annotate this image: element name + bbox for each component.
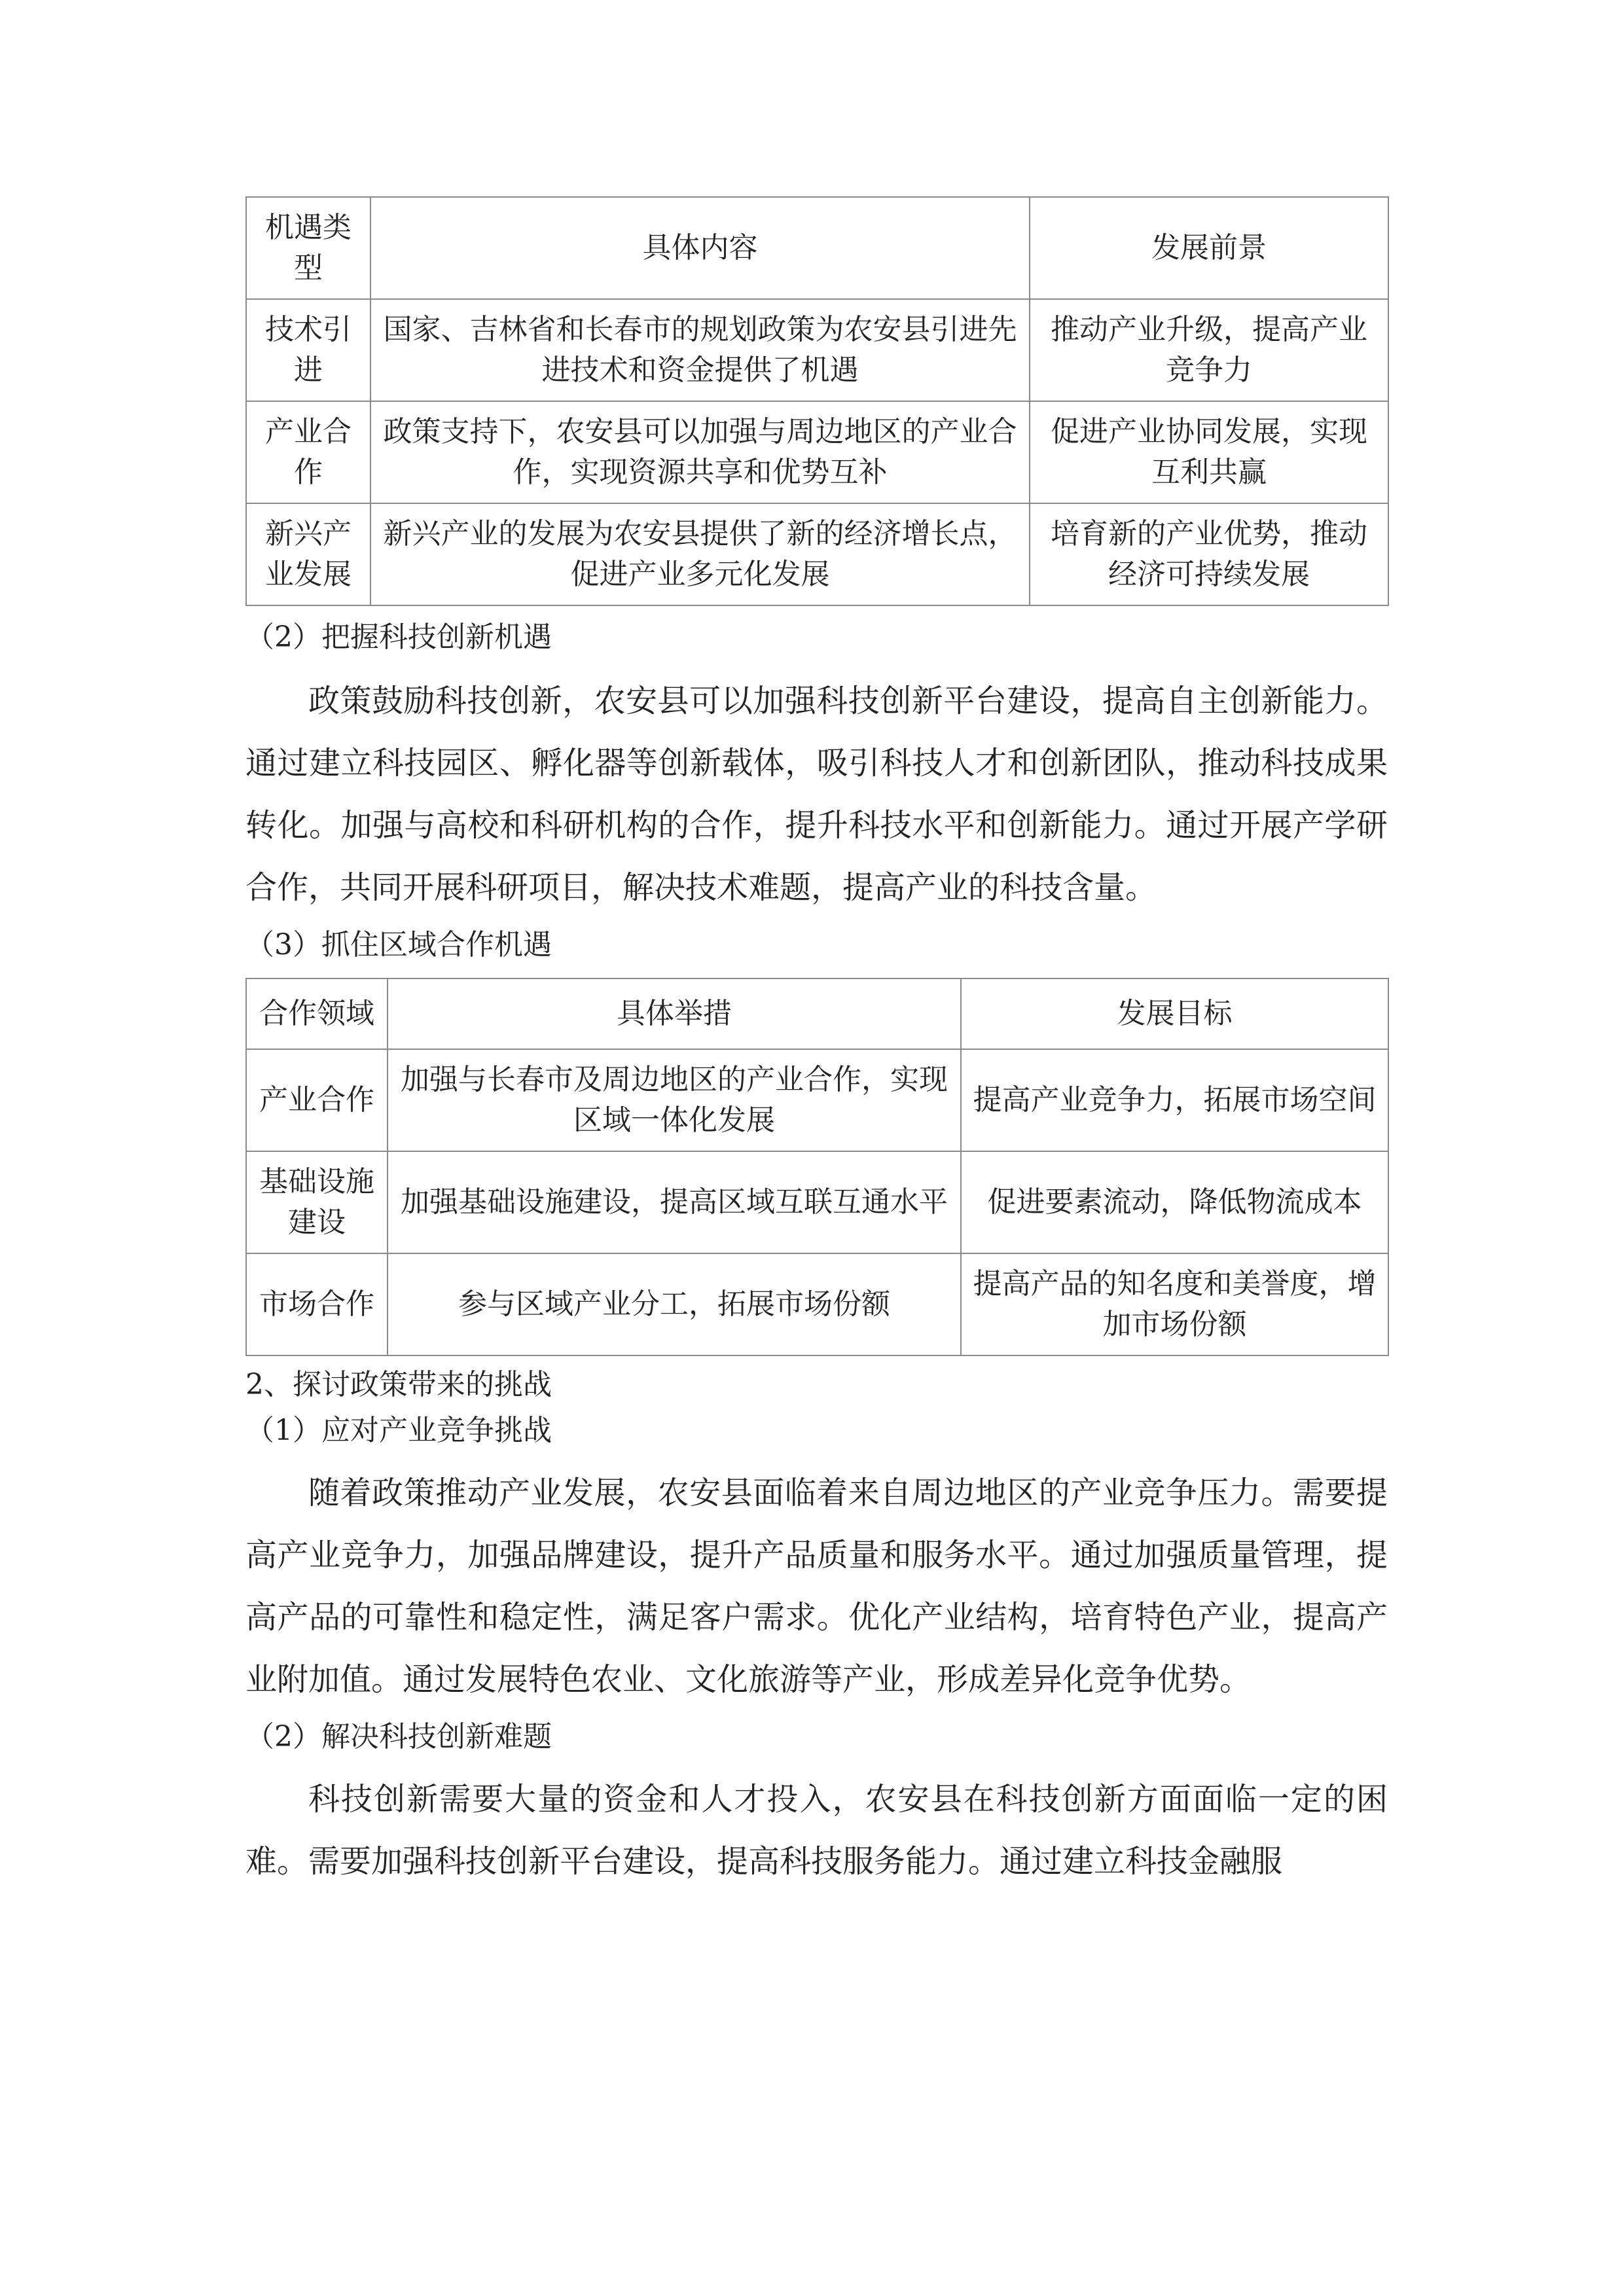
header-cell: 具体举措 xyxy=(388,978,961,1049)
table-cell: 产业合作 xyxy=(246,401,370,503)
header-cell: 合作领域 xyxy=(246,978,388,1049)
table-row xyxy=(246,299,1388,401)
table-cell: 技术引进 xyxy=(246,299,370,401)
section-heading: 2、探讨政策带来的挑战 xyxy=(245,1368,552,1401)
table-cell: 促进要素流动，降低物流成本 xyxy=(961,1151,1388,1253)
header-cell: 发展目标 xyxy=(961,978,1388,1049)
table-cell: 促进产业协同发展，实现互利共赢 xyxy=(1030,401,1388,503)
table-row xyxy=(246,1151,1388,1253)
table-cell: 基础设施建设 xyxy=(246,1151,388,1253)
section-heading: （2）把握科技创新机遇 xyxy=(245,620,552,654)
table-row xyxy=(246,1253,1388,1355)
table-cell: 培育新的产业优势，推动经济可持续发展 xyxy=(1030,503,1388,605)
body-paragraph: 政策鼓励科技创新，农安县可以加强科技创新平台建设，提高自主创新能力。通过建立科技园区、孵化器等创新载体，吸引科技人才和创新团队，推动科技成果转化。加强与高校和科研机构的合作，提升科技水平和创新能力。通过开展产学研合作，共同开展科研项目，解决技术难题，提高产业的科技含量。 xyxy=(245,683,1388,906)
table-cell: 市场合作 xyxy=(246,1253,388,1355)
table-cell: 加强基础设施建设，提高区域互联互通水平 xyxy=(388,1151,961,1253)
table-row xyxy=(246,1049,1388,1151)
table-cell: 提高产品的知名度和美誉度，增加市场份额 xyxy=(961,1253,1388,1355)
regional-cooperation-table xyxy=(245,978,1389,1356)
table-cell: 提高产业竞争力，拓展市场空间 xyxy=(961,1049,1388,1151)
table-row xyxy=(246,503,1388,605)
body-paragraph: 科技创新需要大量的资金和人才投入，农安县在科技创新方面面临一定的困难。需要加强科技创新平台建设，提高科技服务能力。通过建立科技金融服 xyxy=(245,1781,1388,1880)
header-cell: 发展前景 xyxy=(1030,197,1388,299)
table-cell: 加强与长春市及周边地区的产业合作，实现区域一体化发展 xyxy=(388,1049,961,1151)
section-heading: （1）应对产业竞争挑战 xyxy=(245,1414,552,1447)
section-heading: （3）抓住区域合作机遇 xyxy=(245,928,552,961)
opportunity-table xyxy=(245,196,1389,606)
section-heading: （2）解决科技创新难题 xyxy=(245,1720,552,1753)
table-cell: 国家、吉林省和长春市的规划政策为农安县引进先进技术和资金提供了机遇 xyxy=(370,299,1030,401)
body-paragraph: 随着政策推动产业发展，农安县面临着来自周边地区的产业竞争压力。需要提高产业竞争力，加强品牌建设，提升产品质量和服务水平。通过加强质量管理，提高产品的可靠性和稳定性，满足客户需求。优化产业结构，培育特色产业，提高产业附加值。通过发展特色农业、文化旅游等产业，形成差异化竞争优势。 xyxy=(245,1475,1388,1698)
table-cell: 政策支持下，农安县可以加强与周边地区的产业合作，实现资源共享和优势互补 xyxy=(370,401,1030,503)
table-cell: 新兴产业发展 xyxy=(246,503,370,605)
table-row xyxy=(246,401,1388,503)
document-page xyxy=(245,196,1388,1893)
table-header-row xyxy=(246,978,1388,1049)
table-header-row xyxy=(246,197,1388,299)
table-cell: 新兴产业的发展为农安县提供了新的经济增长点，促进产业多元化发展 xyxy=(370,503,1030,605)
header-cell: 具体内容 xyxy=(370,197,1030,299)
table-cell: 产业合作 xyxy=(246,1049,388,1151)
table-cell: 参与区域产业分工，拓展市场份额 xyxy=(388,1253,961,1355)
table-cell: 推动产业升级，提高产业竞争力 xyxy=(1030,299,1388,401)
header-cell: 机遇类型 xyxy=(246,197,370,299)
